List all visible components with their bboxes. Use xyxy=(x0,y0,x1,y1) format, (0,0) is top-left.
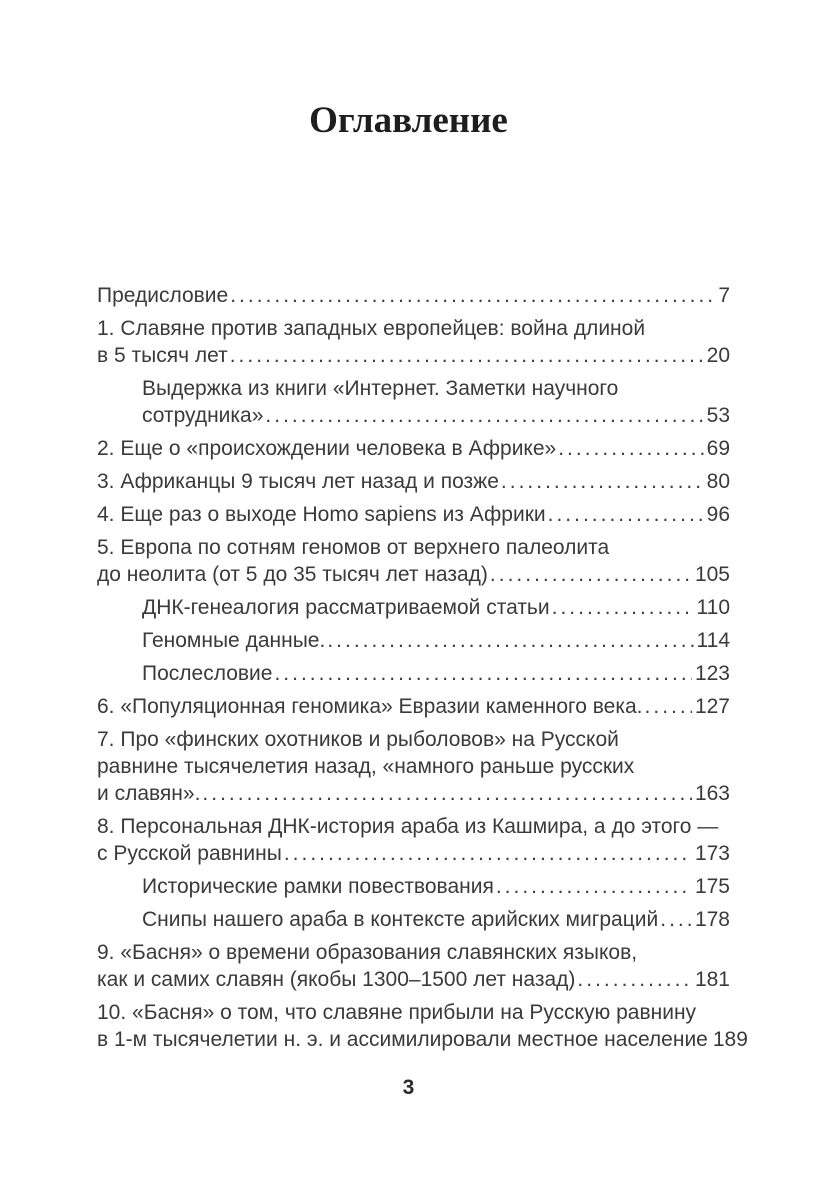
toc-page-number: 173 xyxy=(694,842,730,865)
dot-leader xyxy=(546,501,704,528)
dot-leader xyxy=(575,966,692,993)
toc-page-number: 110 xyxy=(696,596,730,619)
toc-line xyxy=(97,813,730,840)
toc-line xyxy=(97,753,730,780)
toc-line xyxy=(97,468,730,495)
toc-entry xyxy=(97,873,730,900)
toc-entry xyxy=(97,999,748,1053)
page-number: 3 xyxy=(402,1076,415,1099)
toc-entry-text: с Русской равнины xyxy=(97,842,282,865)
toc-entry xyxy=(97,534,730,588)
toc-line xyxy=(97,966,730,993)
toc-entry-text: и славян». xyxy=(97,782,201,805)
toc-line xyxy=(97,342,730,369)
toc-entry xyxy=(97,693,730,720)
toc-page-number: 123 xyxy=(694,662,730,685)
dot-leader xyxy=(325,627,693,654)
toc-page-number: 127 xyxy=(694,695,730,718)
dot-leader xyxy=(200,780,692,807)
toc-page-number: 114 xyxy=(696,629,730,652)
toc-page-number: 163 xyxy=(694,782,730,805)
toc-page-number: 69 xyxy=(706,437,730,460)
page-title: Оглавление xyxy=(309,100,508,141)
dot-leader xyxy=(550,594,694,621)
toc-line xyxy=(97,693,730,720)
dot-leader xyxy=(263,402,703,429)
dot-leader xyxy=(658,906,692,933)
toc-entry-text: 9. «Басня» о времени образования славянских языков, xyxy=(97,941,638,964)
toc-line xyxy=(97,561,730,588)
toc-entry xyxy=(97,813,730,867)
toc-entry-text: 8. Персональная ДНК-история араба из Кашмира, а до этого — xyxy=(97,815,719,838)
toc-line xyxy=(142,375,730,402)
toc-entry xyxy=(97,660,730,687)
toc-entry-text: как и самих славян (якобы 1300–1500 лет назад) xyxy=(97,968,576,991)
toc-entry-text: 4. Еще раз о выходе Homo sapiens из Африки xyxy=(97,503,546,526)
toc-page-number: 175 xyxy=(694,875,730,898)
dot-leader xyxy=(488,561,692,588)
dot-leader xyxy=(272,660,692,687)
toc-list xyxy=(97,282,748,1059)
toc-entry-text: Выдержка из книги «Интернет. Заметки научного xyxy=(142,377,619,400)
toc-entry xyxy=(97,627,730,654)
toc-entry-text: 2. Еще о «происхождении человека в Африке» xyxy=(97,437,557,460)
toc-entry-text: в 1-м тысячелетии н. э. и ассимилировали местное население xyxy=(97,1028,708,1051)
toc-line xyxy=(142,627,730,654)
toc-line xyxy=(97,726,730,753)
toc-line xyxy=(97,435,730,462)
toc-page-number: 80 xyxy=(706,470,730,493)
toc-entry xyxy=(97,906,730,933)
dot-leader xyxy=(499,468,704,495)
dot-leader xyxy=(228,342,704,369)
dot-leader xyxy=(556,435,703,462)
toc-entry-text: Послесловие xyxy=(142,662,273,685)
dot-leader xyxy=(643,693,692,720)
toc-entry-text: ДНК-генеалогия рассматриваемой статьи xyxy=(142,596,550,619)
toc-line xyxy=(97,282,730,309)
toc-entry-text: равнине тысячелетия назад, «намного раньше русских xyxy=(97,755,635,778)
toc-page-number: 181 xyxy=(694,968,730,991)
toc-entry-text: 1. Славяне против западных европейцев: война длиной xyxy=(97,317,646,340)
toc-page-number: 53 xyxy=(706,404,730,427)
toc-line xyxy=(97,315,730,342)
toc-line xyxy=(142,906,730,933)
toc-entry xyxy=(97,726,730,807)
toc-entry xyxy=(97,468,730,495)
toc-line xyxy=(142,660,730,687)
toc-page-number: 105 xyxy=(694,563,730,586)
toc-line xyxy=(97,501,730,528)
toc-entry-text: 6. «Популяционная геномика» Евразии каменного века. xyxy=(97,695,643,718)
toc-page-number: 20 xyxy=(706,344,730,367)
toc-entry-text: сотрудника» xyxy=(142,404,264,427)
toc-line xyxy=(142,402,730,429)
toc-entry xyxy=(97,375,730,429)
toc-entry-text: 10. «Басня» о том, что славяне прибыли на Русскую равнину xyxy=(97,1001,697,1024)
toc-entry xyxy=(97,315,730,369)
toc-entry-text: 5. Европа по сотням геномов от верхнего палеолита xyxy=(97,536,610,559)
toc-line xyxy=(142,873,730,900)
dot-leader xyxy=(228,282,715,309)
toc-line xyxy=(97,1026,748,1053)
toc-entry xyxy=(97,435,730,462)
toc-line xyxy=(97,840,730,867)
toc-page-number: 96 xyxy=(706,503,730,526)
toc-entry xyxy=(97,594,730,621)
toc-line xyxy=(97,534,730,561)
toc-entry-text: Исторические рамки повествования xyxy=(142,875,494,898)
toc-entry-text: 3. Африканцы 9 тысяч лет назад и позже xyxy=(97,470,499,493)
toc-entry-text: 7. Про «финских охотников и рыболовов» на Русской xyxy=(97,728,619,751)
toc-entry-text: Геномные данные. xyxy=(142,629,326,652)
toc-entry-text: в 5 тысяч лет xyxy=(97,344,228,367)
toc-entry-text: до неолита (от 5 до 35 тысяч лет назад) xyxy=(97,563,488,586)
toc-page-number: 7 xyxy=(718,284,730,307)
toc-entry xyxy=(97,282,730,309)
toc-entry xyxy=(97,501,730,528)
toc-entry-text: Предисловие xyxy=(97,284,229,307)
toc-page-number: 189 xyxy=(712,1028,748,1051)
toc-line xyxy=(142,594,730,621)
toc-line xyxy=(97,939,730,966)
dot-leader xyxy=(282,840,692,867)
dot-leader xyxy=(494,873,692,900)
toc-entry xyxy=(97,939,730,993)
toc-line xyxy=(97,780,730,807)
toc-page-number: 178 xyxy=(694,908,730,931)
toc-entry-text: Снипы нашего араба в контексте арийских миграций xyxy=(142,908,659,931)
toc-line xyxy=(97,999,730,1026)
